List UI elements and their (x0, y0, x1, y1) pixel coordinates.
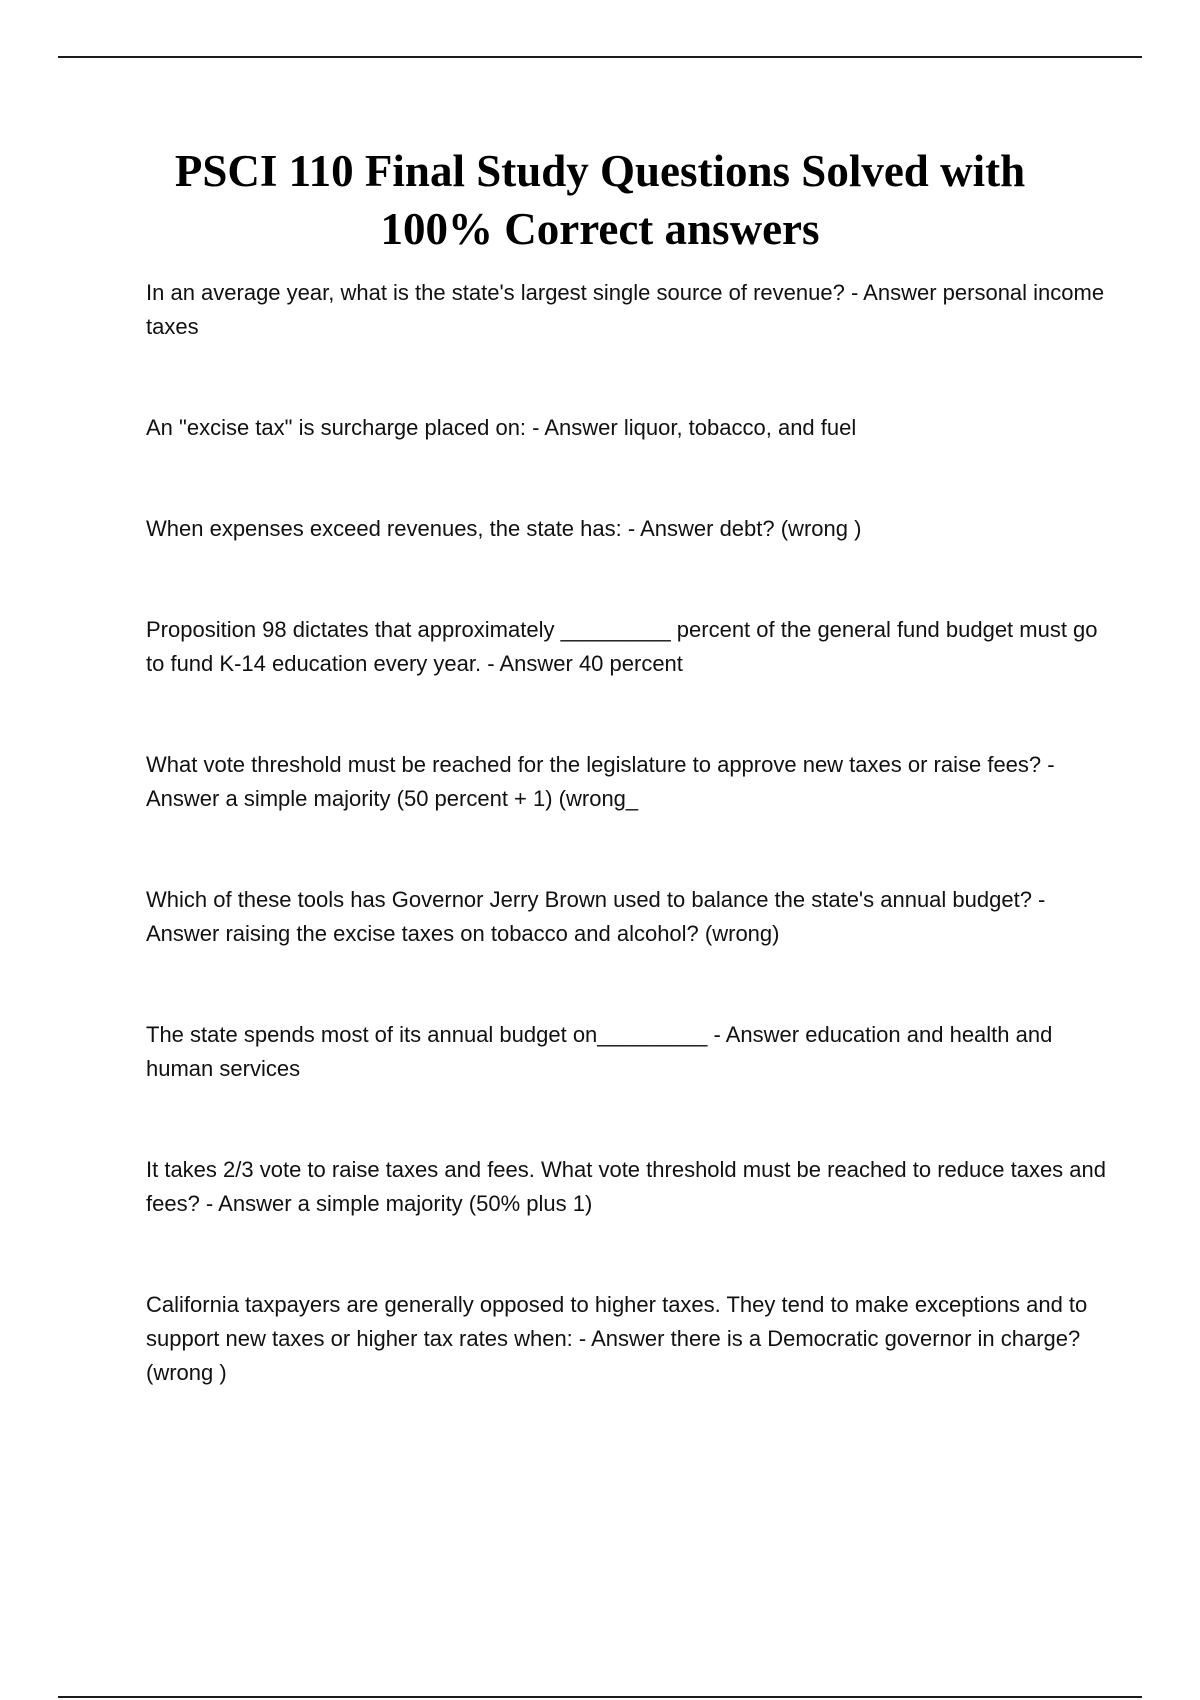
question-answer-list (146, 276, 1106, 1457)
question-text: The state spends most of its annual budget on_________ - Answer (146, 1022, 800, 1047)
answer-text: 40 percent (578, 651, 683, 676)
document-title (100, 142, 1100, 258)
answer-text: liquor, tobacco, and fuel (623, 415, 857, 440)
question-text: When expenses exceed revenues, the state has: - Answer (146, 516, 714, 541)
qa-item (146, 613, 1106, 681)
question-text: In an average year, what is the state's largest single source of revenue? - Answer (146, 280, 937, 305)
answer-text: debt? (wrong ) (719, 516, 862, 541)
answer-text: personal income taxes (146, 280, 1105, 339)
answer-text: education and health and human services (146, 1022, 1053, 1081)
answer-text: a simple majority (50% plus 1) (297, 1191, 593, 1216)
question-text: It takes 2/3 vote to raise taxes and fees. What vote threshold must be reached to reduce taxes and fees? - Answer (146, 1157, 1106, 1216)
question-text: Proposition 98 dictates that approximately _________ percent of the general fund budget must go to fund K-14 education every year. - Answer (146, 617, 1098, 676)
qa-item (146, 1153, 1106, 1221)
qa-item (146, 276, 1106, 344)
question-text: What vote threshold must be reached for the legislature to approve new taxes or raise fees? - Answer (146, 752, 1055, 811)
qa-item (146, 1288, 1106, 1390)
title-line-2: 100% Correct answers (380, 204, 820, 254)
qa-item (146, 883, 1106, 951)
question-text: California taxpayers are generally opposed to higher taxes. They tend to make exceptions and to support new taxes or higher tax rates when: - Answer (146, 1292, 1088, 1351)
header-rule (58, 56, 1142, 58)
footer-rule (58, 1696, 1142, 1698)
qa-item (146, 1018, 1106, 1086)
qa-item (146, 512, 1106, 546)
answer-text: there is a Democratic governor in charge? (wrong ) (146, 1326, 1081, 1385)
qa-item (146, 411, 1106, 445)
question-text: An "excise tax" is surcharge placed on: - Answer (146, 415, 618, 440)
answer-text: raising the excise taxes on tobacco and alcohol? (wrong) (225, 921, 780, 946)
question-text: Which of these tools has Governor Jerry Brown used to balance the state's annual budget? - Answer (146, 887, 1046, 946)
answer-text: a simple majority (50 percent + 1) (wrong_ (225, 786, 639, 811)
title-line-1: PSCI 110 Final Study Questions Solved with (174, 146, 1026, 196)
qa-item (146, 748, 1106, 816)
